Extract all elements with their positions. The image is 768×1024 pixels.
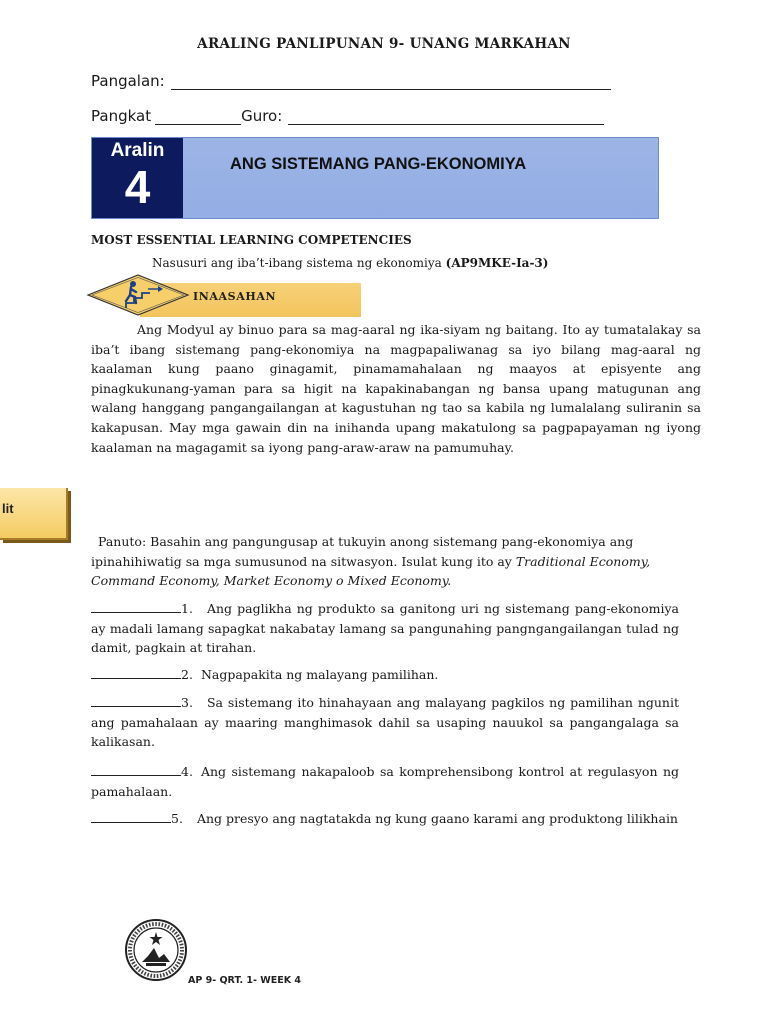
answer-blank bbox=[91, 809, 171, 823]
pangalan-blank bbox=[171, 75, 611, 90]
pangalan-label: Pangalan: bbox=[91, 72, 165, 90]
item-number: 1. bbox=[181, 601, 193, 616]
list-item bbox=[91, 599, 679, 658]
answer-blank bbox=[91, 665, 181, 679]
answer-blank bbox=[91, 599, 181, 613]
melc-competency: Nasusuri ang iba’t-ibang sistema ng ekonomiya bbox=[152, 256, 442, 270]
list-item bbox=[91, 693, 679, 752]
pangkat-label: Pangkat bbox=[91, 107, 152, 125]
panuto-text: Panuto: Basahin ang pangungusap at tukuyin anong sistemang pang-ekonomiya ang ipinahihiwatig sa mga sumusunod na sitwasyon. Isulat kung ito ay bbox=[91, 534, 634, 569]
melc-code: (AP9MKE-Ia-3) bbox=[445, 256, 549, 270]
document-title: ARALING PANLIPUNAN 9- UNANG MARKAHAN bbox=[197, 36, 571, 52]
item-text: Ang presyo ang nagtatakda ng kung gaano karami ang produktong lilikhain bbox=[196, 811, 678, 826]
aralin-tab bbox=[92, 138, 183, 218]
answer-blank bbox=[91, 693, 181, 707]
aralin-title: ANG SISTEMANG PANG-EKONOMIYA bbox=[230, 155, 527, 173]
guro-blank bbox=[288, 110, 604, 125]
item-number: 4. bbox=[181, 764, 193, 779]
footer-text: AP 9- QRT. 1- WEEK 4 bbox=[188, 975, 301, 986]
item-text: Ang paglikha ng produkto sa ganitong uri ng sistemang pang-ekonomiya ay madali lamang sapagkat nakabatay lamang sa pangunahing pangngangailangan tulad ng damit, pagkain at tirahan. bbox=[91, 601, 679, 656]
item-text: Ang sistemang nakapaloob sa komprehensibong kontrol at regulasyon ng pamahalaan. bbox=[91, 764, 679, 799]
melc-text bbox=[152, 256, 548, 270]
item-text: Sa sistemang ito hinahayaan ang malayang pagkilos ng pamilihan ngunit ang pamahalaan ay maaring manghimasok dahil sa usaping nauukol sa pangangalaga sa kalikasan. bbox=[91, 695, 679, 750]
melc-heading: MOST ESSENTIAL LEARNING COMPETENCIES bbox=[91, 233, 412, 247]
item-number: 2. bbox=[181, 667, 193, 682]
list-item bbox=[91, 665, 679, 685]
division-seal-icon bbox=[124, 918, 188, 982]
pangkat-guro-field bbox=[91, 107, 604, 125]
side-tab-label: lit bbox=[2, 501, 14, 516]
item-text: Nagpapakita ng malayang pamilihan. bbox=[200, 667, 439, 682]
side-tab bbox=[0, 488, 68, 540]
item-number: 5. bbox=[171, 811, 183, 826]
aralin-number: 4 bbox=[124, 161, 151, 213]
inaasahan-paragraph: Ang Modyul ay binuo para sa mag-aaral ng ika-siyam ng baitang. Ito ay tumatalakay sa iba’t ibang sistemang pang-ekonomiya na magpapaliwanag sa iyo bilang mag-aaral ng kaalaman kung paano ginagamit, pinamamahalaan ng maayos at episyente ang pinagkukunang-yaman para sa higit na kapakinabangan ng bansa upang matugunan ang walang hanggang pangangailangan at kagustuhan ng tao sa kabila ng lumalalang suliranin sa kakapusan. May mga gawain din na inihanda upang makatulong sa pagpapayaman ng iyong kaalaman na magagamit sa iyong pang-araw-araw na pamumuhay. bbox=[91, 322, 701, 455]
list-item bbox=[91, 762, 679, 801]
item-number: 3. bbox=[181, 695, 193, 710]
list-item bbox=[91, 809, 679, 829]
inaasahan-banner bbox=[86, 273, 361, 317]
inaasahan-label: INAASAHAN bbox=[193, 290, 277, 303]
climbing-stairs-icon bbox=[86, 273, 190, 317]
panuto-instructions bbox=[91, 532, 691, 591]
pangalan-field bbox=[91, 72, 611, 90]
aralin-word: Aralin bbox=[110, 140, 165, 161]
guro-label: Guro: bbox=[241, 107, 283, 125]
panuto-options: Traditional Economy, Command Economy, Market Economy o Mixed Economy. bbox=[91, 553, 651, 589]
answer-blank bbox=[91, 762, 181, 776]
pangkat-blank bbox=[155, 110, 241, 125]
